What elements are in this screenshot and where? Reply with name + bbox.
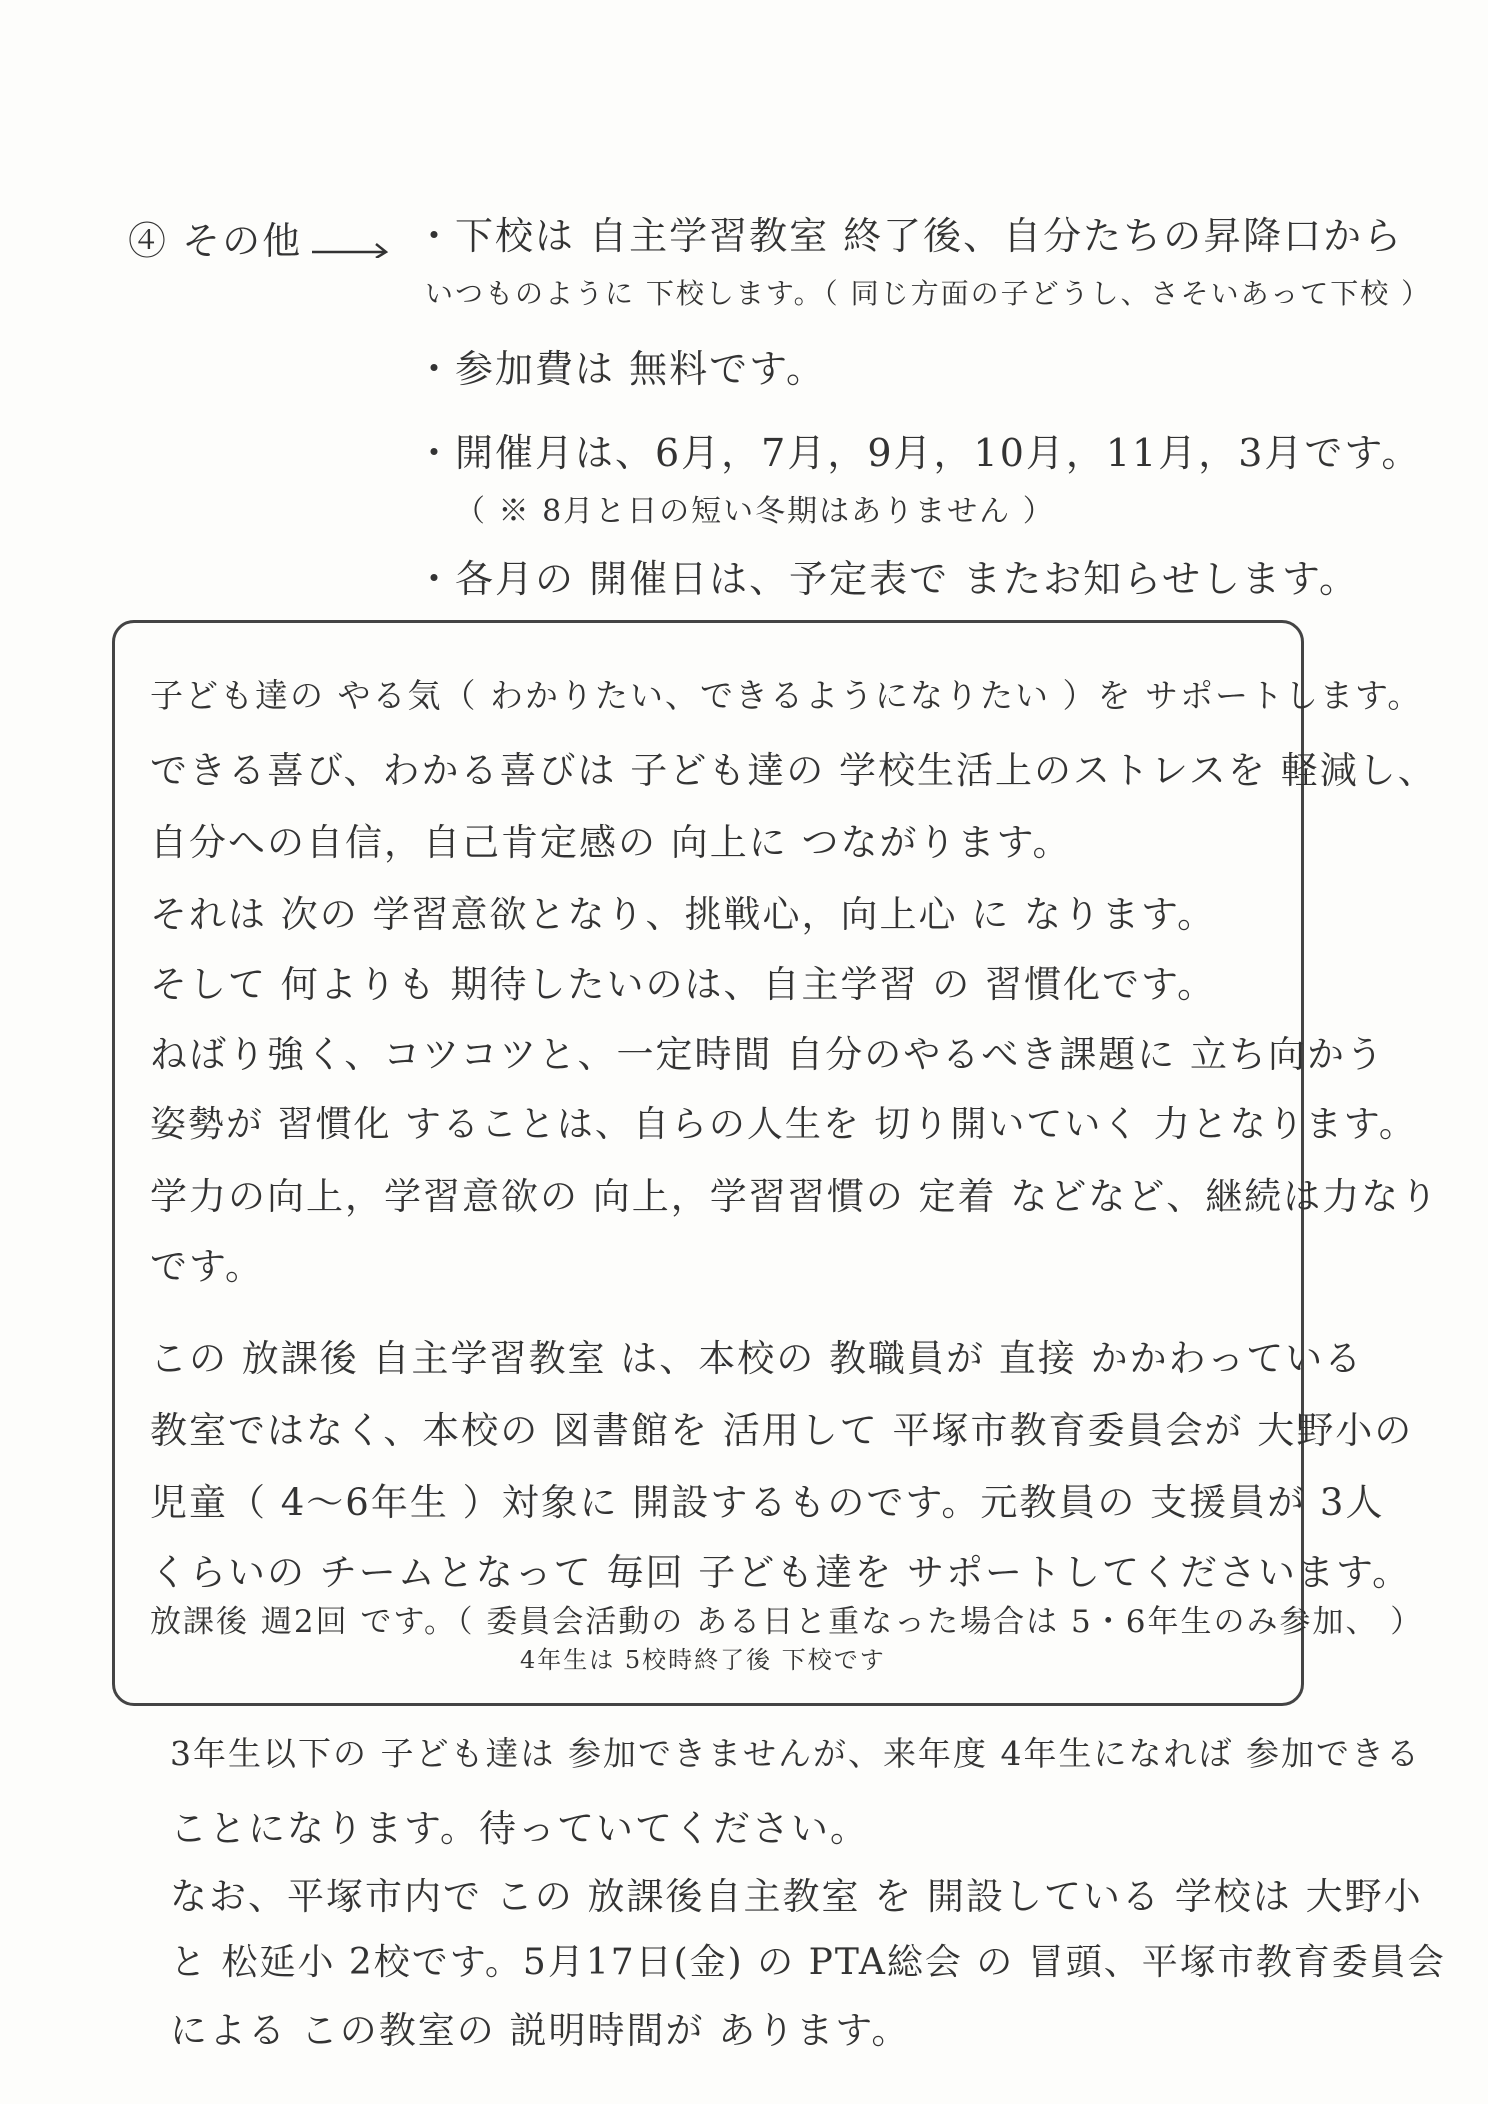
bullet-line: いつものように 下校します。（ 同じ方面の子どうし、さそいあって下校 ） [425,277,1432,310]
box-line: できる喜び、わかる喜びは 子ども達の 学校生活上のストレスを 軽減し、 [150,749,1437,792]
box-line: 子ども達の やる気（ わかりたい、できるようになりたい ）を サポートします。 [150,676,1423,715]
section-heading: ④ その他 [128,219,303,263]
box-line: この 放課後 自主学習教室 は、本校の 教職員が 直接 かかわっている [150,1337,1364,1380]
box-line: です。 [150,1245,265,1288]
bullet-line: ・下校は 自主学習教室 終了後、自分たちの昇降口から [415,214,1404,258]
bullet-line: ・開催月は、6月，7月，9月，10月，11月，3月です。 [415,431,1422,475]
box-line: 学力の向上，学習意欲の 向上，学習習慣の 定着 などなど、継続は力なり [150,1175,1440,1218]
box-line: そして 何よりも 期待したいのは、自主学習 の 習慣化です。 [150,963,1217,1006]
box-line: 教室ではなく、本校の 図書館を 活用して 平塚市教育委員会が 大野小の [150,1409,1414,1452]
after-line: による この教室の 説明時間が あります。 [170,2009,911,2052]
box-note: 4年生は 5校時終了後 下校です [520,1646,886,1674]
after-line: ことになります。待っていてください。 [170,1807,870,1850]
after-line: と 松延小 2校です。5月17日(金) の PTA総会 の 冒頭、平塚市教育委員会 [170,1942,1446,1983]
box-line: それは 次の 学習意欲となり、挑戦心，向上心 に なります。 [150,893,1217,936]
bullet-line: ・各月の 開催日は、予定表で またお知らせします。 [415,557,1359,601]
after-line: なお、平塚市内で この 放課後自主教室 を 開設している 学校は 大野小 [170,1875,1423,1918]
box-line: 放課後 週2回 です。（ 委員会活動の ある日と重なった場合は 5・6年生のみ参加、 ） [150,1604,1424,1640]
bullet-note: （ ※ 8月と日の短い冬期はありません ） [455,494,1055,529]
box-line: 児童（ 4〜6年生 ）対象に 開設するものです。元教員の 支援員が 3人 [150,1481,1385,1524]
bullet-line: ・参加費は 無料です。 [415,347,827,391]
box-line: 自分への自信，自己肯定感の 向上に つながります。 [150,821,1072,864]
arrow-right-icon [312,238,392,258]
box-line: 姿勢が 習慣化 することは、自らの人生を 切り開いていく 力となります。 [150,1104,1417,1145]
after-line: 3年生以下の 子ども達は 参加できませんが、来年度 4年生になれば 参加できる [170,1734,1421,1773]
box-line: くらいの チームとなって 毎回 子ども達を サポートしてくださいます。 [150,1551,1412,1594]
box-line: ねばり強く、コツコツと、一定時間 自分のやるべき課題に 立ち向かう [150,1033,1386,1076]
